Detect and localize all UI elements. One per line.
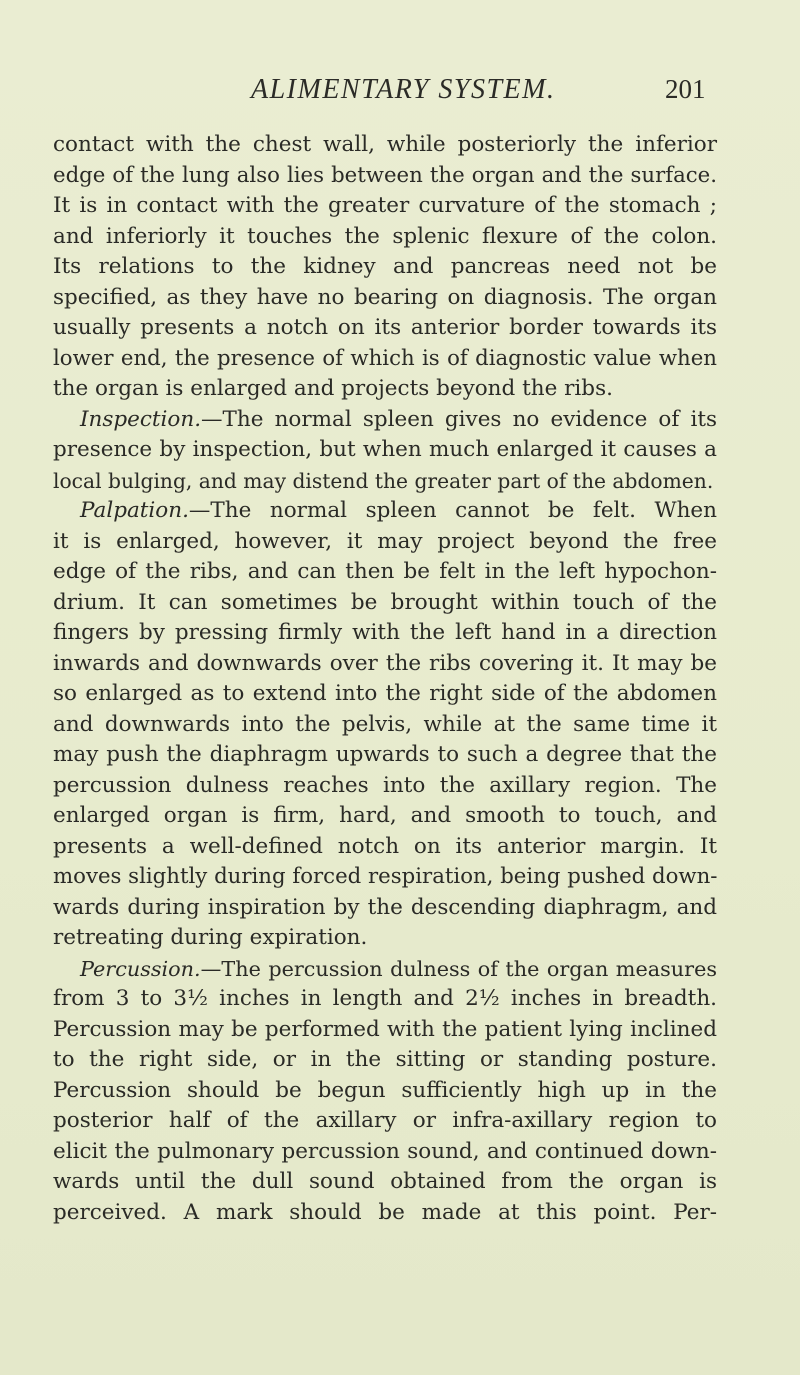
text-line — [53, 893, 717, 924]
text-line — [53, 222, 717, 253]
text-run: contact with the chest wall, while posteriorly the inferior — [53, 132, 717, 157]
text-run: the organ is enlarged and projects beyond the ribs. — [53, 376, 613, 401]
text-run: —The normal spleen gives no evidence of its — [201, 406, 717, 432]
text-line — [53, 679, 717, 710]
text-run: lower end, the presence of which is of diagnostic value when — [53, 345, 717, 371]
text-run: usually presents a notch on its anterior border towards its — [53, 315, 717, 340]
text-line — [53, 832, 717, 863]
text-run: and inferiorly it touches the splenic flexure of the colon. — [53, 223, 717, 249]
text-line — [53, 1198, 717, 1229]
text-run: from 3 to 3½ inches in length and 2½ inches in breadth. — [53, 986, 717, 1011]
section-heading: Palpation. — [80, 498, 189, 523]
text-run: inwards and downwards over the ribs covering it. It may be — [53, 650, 717, 676]
text-run: posterior half of the axillary or infra-axillary region to — [53, 1108, 717, 1133]
text-run: specified, as they have no bearing on diagnosis. The organ — [53, 284, 717, 310]
text-run: edge of the ribs, and can then be felt in the left hypochon- — [53, 559, 717, 584]
text-line — [53, 710, 717, 741]
section-heading: Inspection. — [80, 406, 202, 432]
text-line — [53, 1076, 717, 1107]
page-number: 201 — [665, 74, 706, 104]
text-line — [53, 649, 717, 680]
text-run: wards during inspiration by the descending diaphragm, and — [53, 894, 717, 920]
text-run: to the right side, or in the sitting or standing posture. — [53, 1047, 717, 1072]
text-line — [53, 130, 717, 161]
text-line — [53, 862, 717, 893]
text-line — [53, 344, 717, 375]
text-run: presence by inspection, but when much enlarged it causes a — [53, 437, 717, 462]
text-line — [53, 954, 717, 985]
text-run: —The percussion dulness of the organ measures — [200, 956, 717, 981]
text-run: It is in contact with the greater curvature of the stomach ; — [53, 193, 717, 218]
text-run: elicit the pulmonary percussion sound, and continued down- — [53, 1138, 717, 1164]
text-line — [53, 771, 717, 802]
text-line — [53, 527, 717, 558]
text-run: Percussion should be begun sufficiently high up in the — [53, 1077, 717, 1103]
text-line — [53, 801, 717, 832]
running-head: ALIMENTARY SYSTEM. — [251, 74, 556, 105]
text-line — [53, 191, 717, 222]
text-run: and downwards into the pelvis, while at the same time it — [53, 711, 717, 737]
text-line — [53, 923, 717, 954]
text-run: edge of the lung also lies between the organ and the surface. — [53, 162, 717, 188]
section-heading: Percussion. — [80, 956, 201, 981]
text-run: enlarged organ is firm, hard, and smooth to touch, and — [53, 803, 717, 828]
text-run: local bulging, and may distend the greater part of the abdomen. — [53, 468, 714, 493]
text-line — [53, 405, 717, 436]
text-line — [53, 1137, 717, 1168]
text-line — [53, 618, 717, 649]
text-line — [53, 1167, 717, 1198]
text-line — [53, 283, 717, 314]
text-run: may push the diaphragm upwards to such a degree that the — [53, 742, 717, 767]
body-text — [53, 130, 717, 1228]
text-line — [53, 161, 717, 192]
page-header — [0, 74, 800, 114]
text-line — [53, 984, 717, 1015]
text-run: presents a well-defined notch on its anterior margin. It — [53, 833, 717, 859]
text-run: perceived. A mark should be made at this point. Per- — [53, 1199, 717, 1225]
text-run: percussion dulness reaches into the axillary region. The — [53, 772, 717, 798]
text-line — [53, 1106, 717, 1137]
text-line — [53, 588, 717, 619]
text-run: —The normal spleen cannot be felt. When — [188, 498, 717, 523]
text-run: Percussion may be performed with the patient lying inclined — [53, 1016, 717, 1042]
text-run: moves slightly during forced respiration, being pushed down- — [53, 864, 718, 889]
text-line — [53, 313, 717, 344]
text-run: Its relations to the kidney and pancreas need not be — [53, 254, 717, 279]
text-line — [53, 1015, 717, 1046]
text-run: retreating during expiration. — [53, 925, 368, 950]
text-run: it is enlarged, however, it may project beyond the free — [53, 528, 717, 554]
text-run: wards until the dull sound obtained from the organ is — [53, 1169, 717, 1194]
text-line — [53, 374, 717, 405]
text-line — [53, 252, 717, 283]
text-run: fingers by pressing firmly with the left hand in a direction — [53, 620, 717, 645]
text-line — [53, 557, 717, 588]
text-run: so enlarged as to extend into the right side of the abdomen — [53, 681, 717, 706]
text-line — [53, 1045, 717, 1076]
text-run: drium. It can sometimes be brought within touch of the — [53, 589, 717, 615]
text-line — [53, 435, 717, 466]
text-line — [53, 740, 717, 771]
text-line — [53, 496, 717, 527]
text-line — [53, 466, 717, 497]
